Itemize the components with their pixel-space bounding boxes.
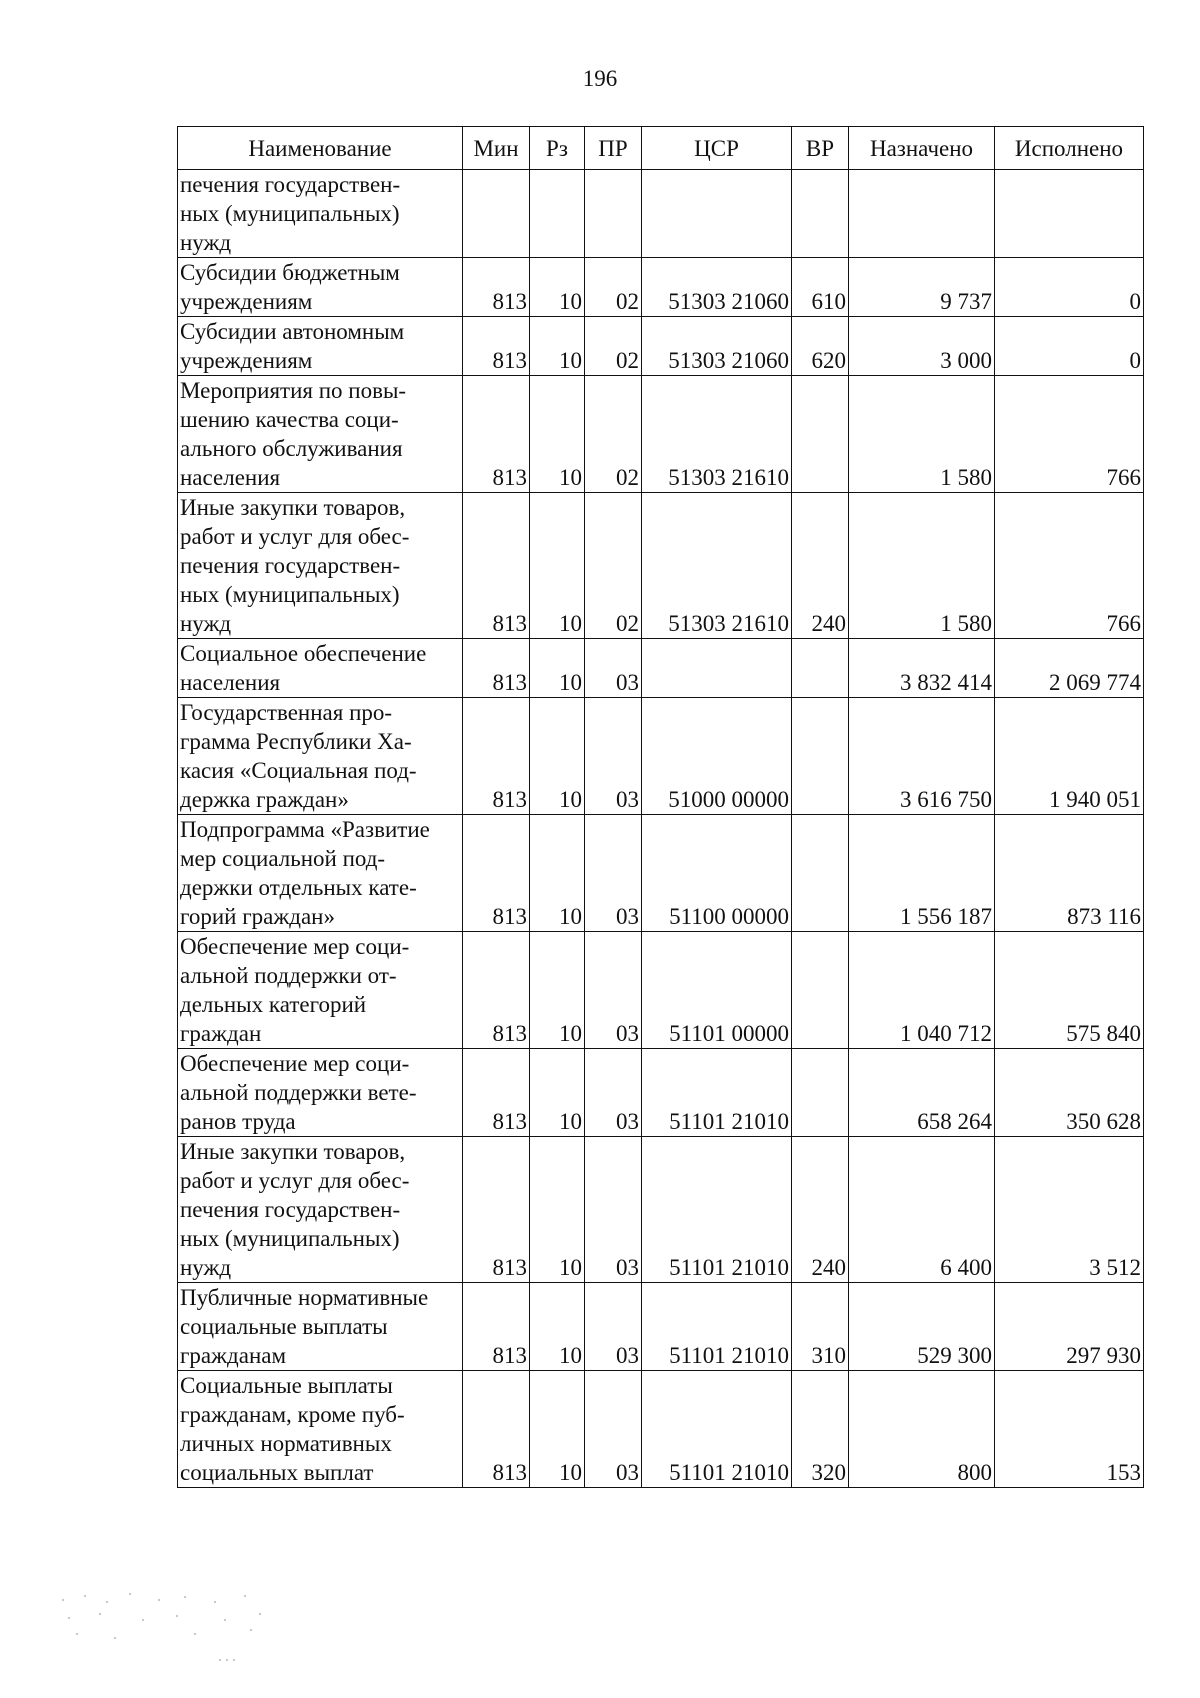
table-row bbox=[178, 493, 1144, 639]
cell-pr: 02 bbox=[585, 317, 642, 376]
budget-table bbox=[177, 126, 1144, 1488]
cell-csr bbox=[642, 170, 792, 258]
scan-noise-marks bbox=[55, 1590, 275, 1670]
cell-pr: 03 bbox=[585, 1371, 642, 1488]
cell-name: печения государствен- ных (муниципальных) нужд bbox=[178, 170, 463, 258]
cell-vr: 620 bbox=[792, 317, 849, 376]
cell-min: 813 bbox=[463, 317, 530, 376]
cell-csr: 51101 21010 bbox=[642, 1283, 792, 1371]
cell-csr: 51000 00000 bbox=[642, 698, 792, 815]
cell-name: Социальные выплаты гражданам, кроме пуб- личных нормативных социальных выплат bbox=[178, 1371, 463, 1488]
cell-name: Социальное обеспечение населения bbox=[178, 639, 463, 698]
cell-rz: 10 bbox=[530, 1049, 585, 1137]
cell-csr: 51303 21060 bbox=[642, 317, 792, 376]
cell-assigned: 658 264 bbox=[849, 1049, 995, 1137]
cell-min: 813 bbox=[463, 698, 530, 815]
table-body bbox=[178, 170, 1144, 1488]
cell-name: Обеспечение мер соци- альной поддержки вете- ранов труда bbox=[178, 1049, 463, 1137]
table-row bbox=[178, 317, 1144, 376]
cell-rz: 10 bbox=[530, 1283, 585, 1371]
cell-min: 813 bbox=[463, 932, 530, 1049]
cell-assigned: 529 300 bbox=[849, 1283, 995, 1371]
cell-vr bbox=[792, 170, 849, 258]
cell-executed bbox=[995, 170, 1144, 258]
table-row bbox=[178, 376, 1144, 493]
cell-min: 813 bbox=[463, 815, 530, 932]
cell-executed: 153 bbox=[995, 1371, 1144, 1488]
table-row bbox=[178, 170, 1144, 258]
cell-csr: 51100 00000 bbox=[642, 815, 792, 932]
cell-csr: 51303 21610 bbox=[642, 493, 792, 639]
cell-min: 813 bbox=[463, 493, 530, 639]
cell-rz: 10 bbox=[530, 317, 585, 376]
cell-csr: 51101 21010 bbox=[642, 1371, 792, 1488]
cell-csr: 51303 21610 bbox=[642, 376, 792, 493]
cell-csr: 51101 00000 bbox=[642, 932, 792, 1049]
header-csr: ЦСР bbox=[642, 127, 792, 170]
cell-assigned: 6 400 bbox=[849, 1137, 995, 1283]
cell-vr: 310 bbox=[792, 1283, 849, 1371]
header-name: Наименование bbox=[178, 127, 463, 170]
cell-vr bbox=[792, 639, 849, 698]
cell-rz: 10 bbox=[530, 493, 585, 639]
cell-pr: 03 bbox=[585, 932, 642, 1049]
cell-rz bbox=[530, 170, 585, 258]
cell-name: Субсидии бюджетным учреждениям bbox=[178, 258, 463, 317]
header-vr: ВР bbox=[792, 127, 849, 170]
table-row bbox=[178, 815, 1144, 932]
cell-assigned: 1 040 712 bbox=[849, 932, 995, 1049]
cell-rz: 10 bbox=[530, 698, 585, 815]
cell-executed: 873 116 bbox=[995, 815, 1144, 932]
cell-rz: 10 bbox=[530, 932, 585, 1049]
cell-pr: 02 bbox=[585, 493, 642, 639]
cell-rz: 10 bbox=[530, 815, 585, 932]
page-number: 196 bbox=[582, 66, 618, 91]
cell-executed: 1 940 051 bbox=[995, 698, 1144, 815]
cell-assigned: 9 737 bbox=[849, 258, 995, 317]
cell-assigned bbox=[849, 170, 995, 258]
cell-vr bbox=[792, 698, 849, 815]
cell-name: Обеспечение мер соци- альной поддержки от- дельных категорий граждан bbox=[178, 932, 463, 1049]
cell-vr bbox=[792, 815, 849, 932]
cell-name: Подпрограмма «Развитие мер социальной под- держки отдельных кате- горий граждан» bbox=[178, 815, 463, 932]
cell-executed: 766 bbox=[995, 493, 1144, 639]
cell-min: 813 bbox=[463, 639, 530, 698]
cell-executed: 0 bbox=[995, 258, 1144, 317]
table-row bbox=[178, 1049, 1144, 1137]
cell-executed: 766 bbox=[995, 376, 1144, 493]
table-row bbox=[178, 258, 1144, 317]
cell-pr: 02 bbox=[585, 376, 642, 493]
cell-rz: 10 bbox=[530, 1137, 585, 1283]
header-assigned: Назначено bbox=[849, 127, 995, 170]
cell-vr: 610 bbox=[792, 258, 849, 317]
cell-executed: 0 bbox=[995, 317, 1144, 376]
cell-pr: 03 bbox=[585, 1137, 642, 1283]
cell-csr: 51101 21010 bbox=[642, 1137, 792, 1283]
cell-assigned: 1 556 187 bbox=[849, 815, 995, 932]
cell-pr: 03 bbox=[585, 815, 642, 932]
table-row bbox=[178, 1371, 1144, 1488]
cell-assigned: 3 832 414 bbox=[849, 639, 995, 698]
cell-executed: 297 930 bbox=[995, 1283, 1144, 1371]
cell-csr: 51101 21010 bbox=[642, 1049, 792, 1137]
header-min: Мин bbox=[463, 127, 530, 170]
cell-rz: 10 bbox=[530, 639, 585, 698]
cell-csr: 51303 21060 bbox=[642, 258, 792, 317]
cell-assigned: 1 580 bbox=[849, 493, 995, 639]
cell-name: Мероприятия по повы- шению качества соци- ального обслуживания населения bbox=[178, 376, 463, 493]
table-row bbox=[178, 639, 1144, 698]
cell-min: 813 bbox=[463, 1049, 530, 1137]
cell-vr: 240 bbox=[792, 1137, 849, 1283]
cell-min bbox=[463, 170, 530, 258]
table-header-row bbox=[178, 127, 1144, 170]
cell-rz: 10 bbox=[530, 1371, 585, 1488]
cell-pr: 03 bbox=[585, 1049, 642, 1137]
cell-pr bbox=[585, 170, 642, 258]
header-executed: Исполнено bbox=[995, 127, 1144, 170]
table-row bbox=[178, 1283, 1144, 1371]
cell-vr bbox=[792, 376, 849, 493]
cell-vr bbox=[792, 1049, 849, 1137]
cell-rz: 10 bbox=[530, 258, 585, 317]
cell-rz: 10 bbox=[530, 376, 585, 493]
cell-csr bbox=[642, 639, 792, 698]
table-row bbox=[178, 1137, 1144, 1283]
cell-min: 813 bbox=[463, 1371, 530, 1488]
table-row bbox=[178, 932, 1144, 1049]
cell-pr: 02 bbox=[585, 258, 642, 317]
cell-vr bbox=[792, 932, 849, 1049]
cell-pr: 03 bbox=[585, 698, 642, 815]
cell-executed: 350 628 bbox=[995, 1049, 1144, 1137]
cell-min: 813 bbox=[463, 1283, 530, 1371]
cell-min: 813 bbox=[463, 258, 530, 317]
cell-min: 813 bbox=[463, 376, 530, 493]
cell-executed: 575 840 bbox=[995, 932, 1144, 1049]
cell-pr: 03 bbox=[585, 639, 642, 698]
cell-name: Иные закупки товаров, работ и услуг для обес- печения государствен- ных (муниципальных) нужд bbox=[178, 1137, 463, 1283]
cell-assigned: 3 000 bbox=[849, 317, 995, 376]
cell-name: Публичные нормативные социальные выплаты гражданам bbox=[178, 1283, 463, 1371]
cell-assigned: 1 580 bbox=[849, 376, 995, 493]
cell-name: Субсидии автономным учреждениям bbox=[178, 317, 463, 376]
cell-vr: 240 bbox=[792, 493, 849, 639]
header-pr: ПР bbox=[585, 127, 642, 170]
cell-name: Государственная про- грамма Республики Ха- касия «Социальная под- держка граждан» bbox=[178, 698, 463, 815]
cell-vr: 320 bbox=[792, 1371, 849, 1488]
cell-executed: 3 512 bbox=[995, 1137, 1144, 1283]
cell-assigned: 800 bbox=[849, 1371, 995, 1488]
cell-assigned: 3 616 750 bbox=[849, 698, 995, 815]
table-row bbox=[178, 698, 1144, 815]
cell-name: Иные закупки товаров, работ и услуг для обес- печения государствен- ных (муниципальных) нужд bbox=[178, 493, 463, 639]
cell-executed: 2 069 774 bbox=[995, 639, 1144, 698]
cell-min: 813 bbox=[463, 1137, 530, 1283]
header-rz: Рз bbox=[530, 127, 585, 170]
cell-pr: 03 bbox=[585, 1283, 642, 1371]
